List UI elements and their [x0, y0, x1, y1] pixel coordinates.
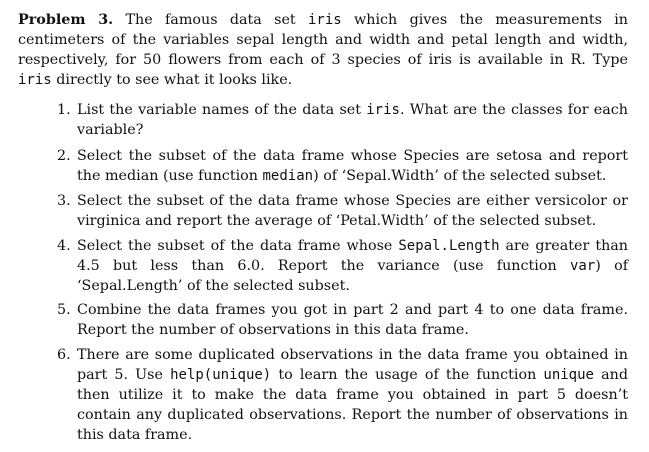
problem-text-part3: directly to see what it looks like.: [51, 72, 293, 88]
problem-code-iris-2: iris: [18, 72, 52, 88]
text-span: Select the subset of the data frame whose: [77, 238, 399, 254]
list-item-3: [57, 191, 628, 231]
list-item-4: [57, 236, 628, 296]
problem-text-part2: which gives the measurements in centimeters of the variables sepal length and width and petal length and width, respectively, for 50 flowers from each of 3 species of iris is available in R. Type: [18, 12, 629, 68]
problem-heading: Problem 3.: [18, 12, 114, 28]
problem-statement: [18, 10, 628, 90]
list-item-2: [57, 146, 628, 186]
problem-text-part1: The famous data set: [125, 12, 308, 28]
text-span: ) of ‘Sepal.Length’ of the selected subset.: [77, 258, 628, 294]
list-item-number: 3.: [57, 193, 71, 209]
list-item-text: [57, 345, 628, 445]
code-span: help(unique): [170, 367, 272, 383]
list-item-text: Combine the data frames you got in part 2 and part 4 to one data frame. Report the number of observations in this data frame.: [77, 302, 628, 338]
text-span: List the variable names of the data set: [77, 102, 367, 118]
text-span: ) of ‘Sepal.Width’ of the selected subset.: [313, 168, 607, 184]
list-item-text: [57, 146, 628, 186]
text-span: Select the subset of the data frame whose Species are setosa and report the median (use function: [77, 148, 628, 184]
code-span: var: [569, 258, 596, 274]
list-item-number: 1.: [57, 102, 71, 118]
problem-code-iris-1: iris: [307, 12, 342, 28]
text-span: There are some duplicated observations in the data frame you obtained in part 5. Use: [77, 347, 628, 383]
code-span: median: [262, 168, 314, 184]
list-item-text: [57, 100, 628, 140]
text-span: are greater than 4.5 but less than 6.0. Report the variance (use function: [77, 238, 629, 274]
list-item-number: 4.: [57, 238, 71, 254]
list-item-text: Select the subset of the data frame whose Species are either versicolor or virginica and report the average of ‘Petal.Width’ of the selected subset.: [77, 193, 628, 229]
code-span: iris: [366, 102, 400, 118]
code-span: unique: [543, 367, 594, 383]
list-item-6: [57, 345, 628, 445]
text-span: . What are the classes for each variable?: [77, 102, 628, 138]
list-item-number: 2.: [57, 148, 71, 164]
list-item-5: [57, 300, 628, 340]
code-span: Sepal.Length: [398, 238, 500, 254]
list-item-number: 6.: [57, 347, 71, 363]
list-item-text: [57, 236, 628, 296]
text-span: to learn the usage of the function: [271, 367, 544, 383]
list-item-1: [57, 100, 628, 140]
list-item-number: 5.: [57, 302, 71, 318]
text-span: and then utilize it to make the data frame you obtained in part 5 doesn’t contain any duplicated observations. Report the number of observations in this data frame.: [77, 367, 628, 443]
